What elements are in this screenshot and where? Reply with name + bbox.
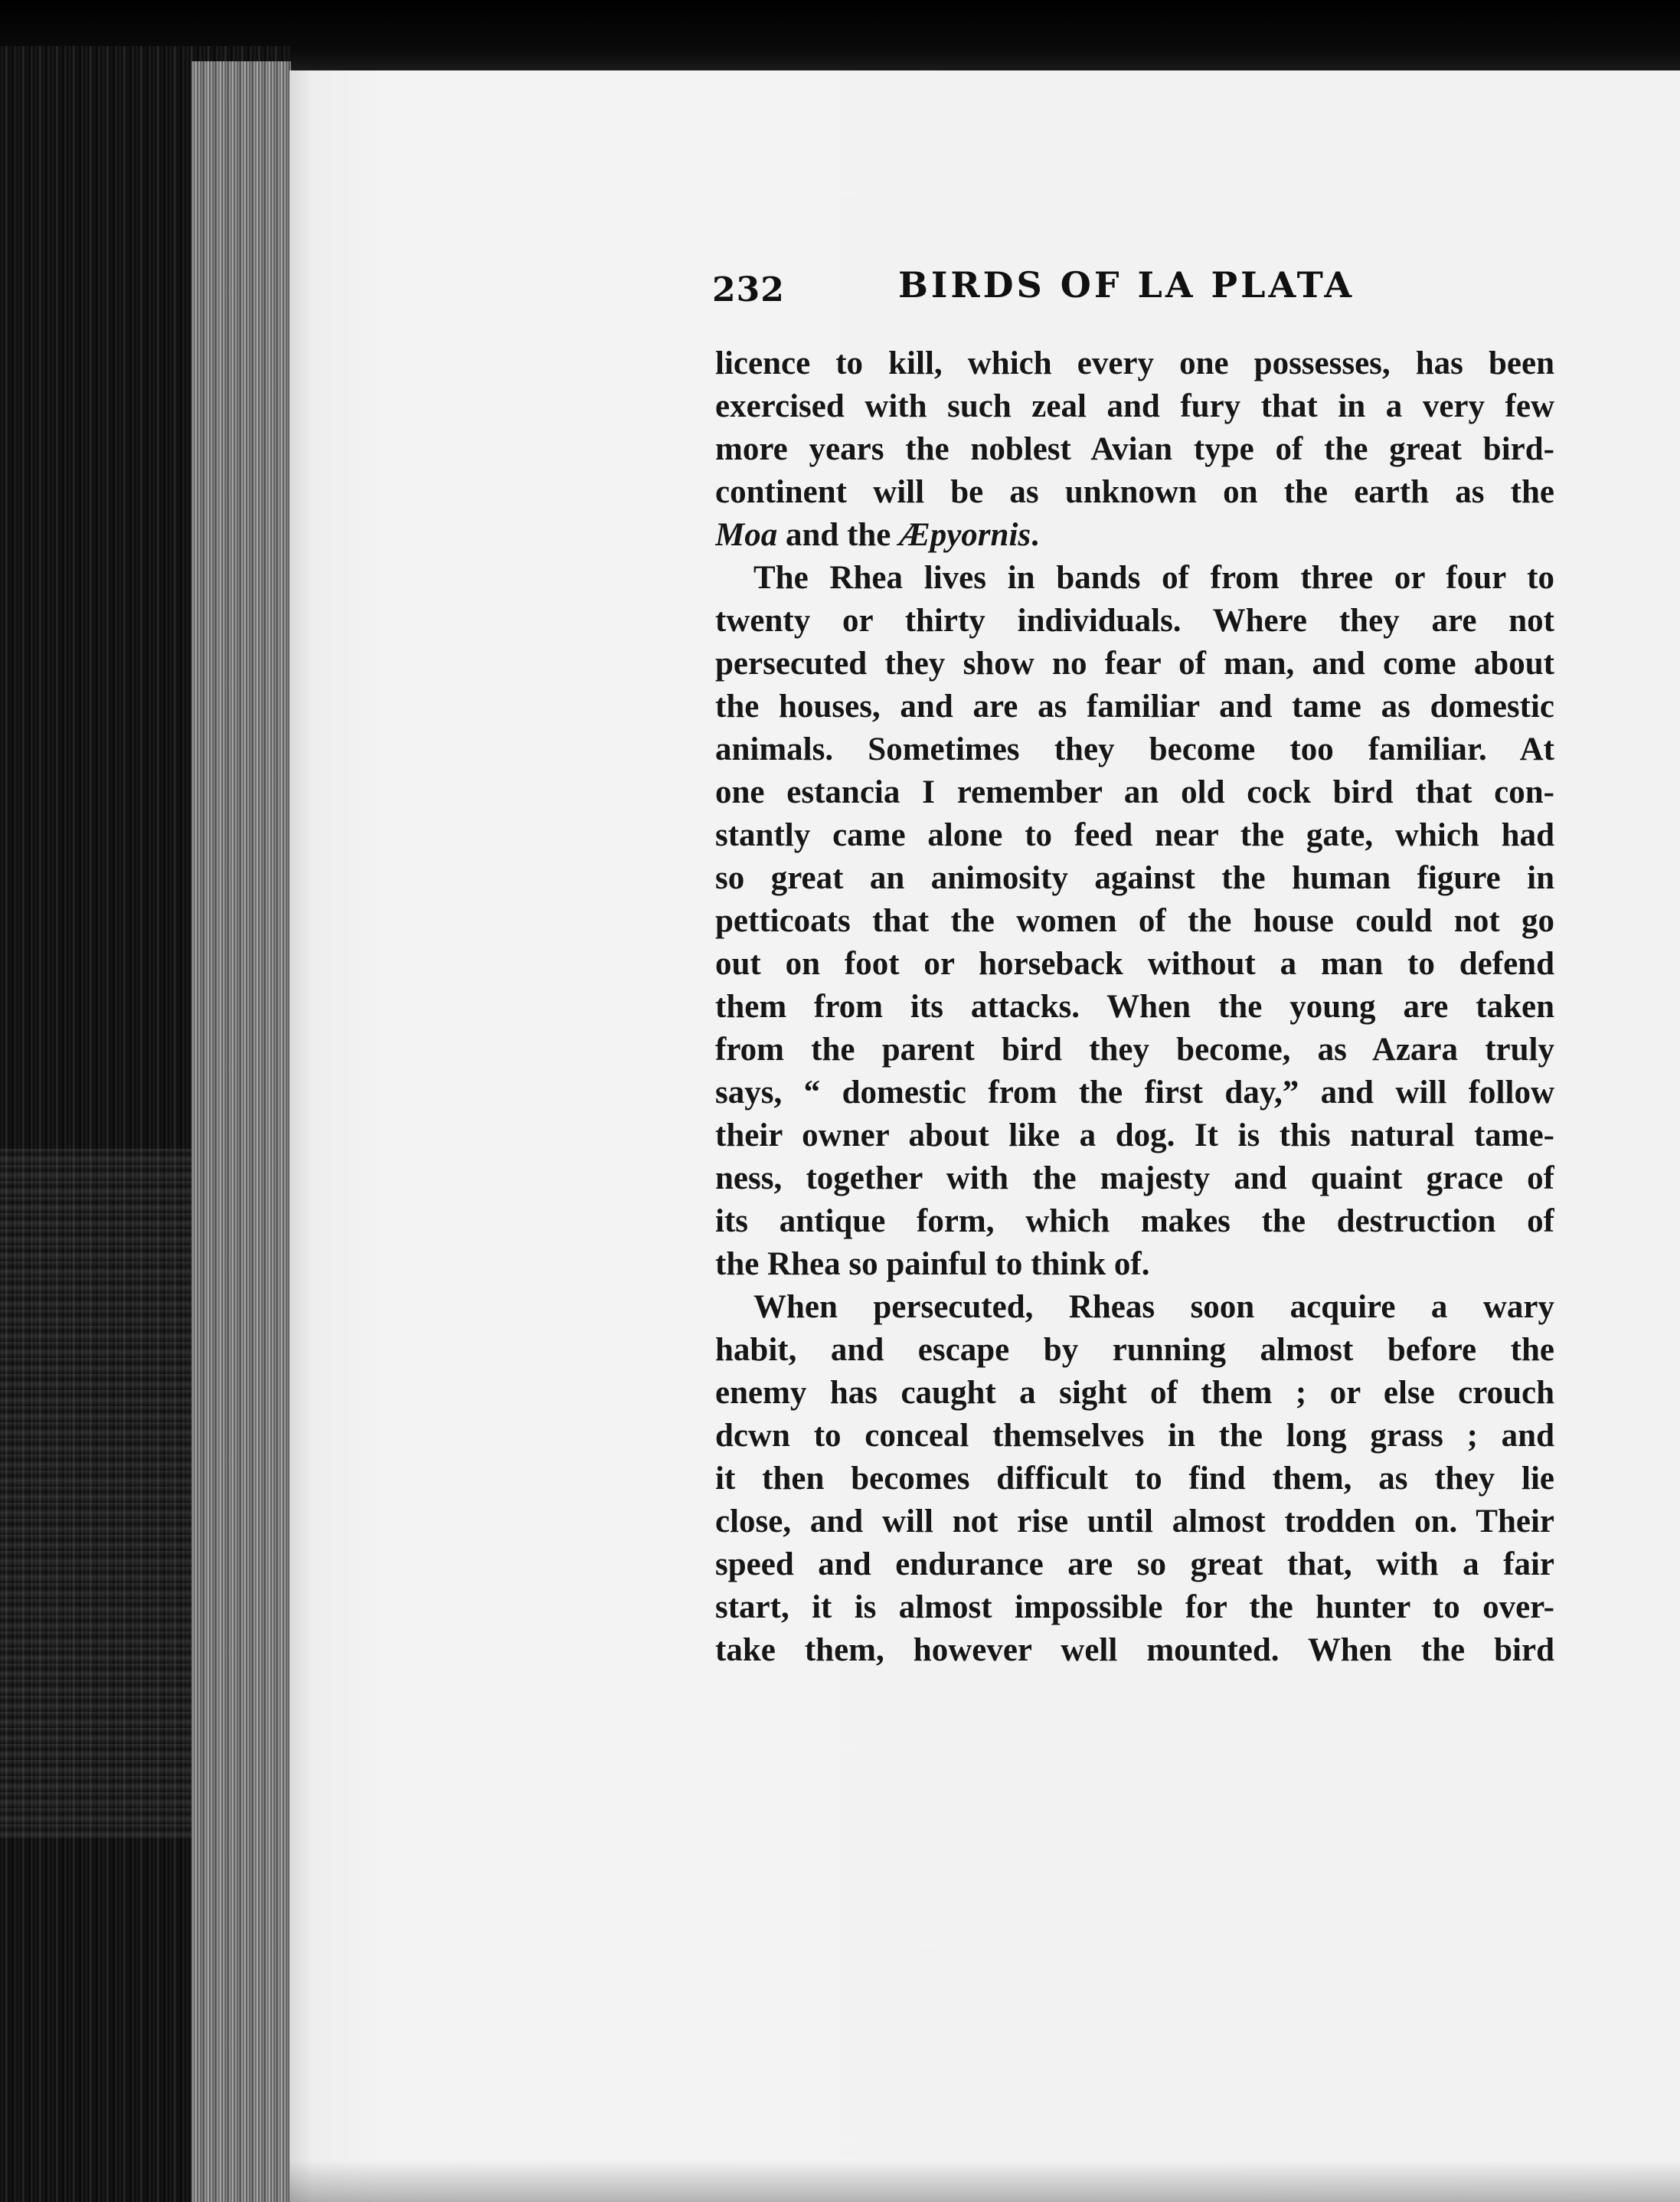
paragraph-2 bbox=[715, 557, 1554, 1286]
text-line: close, and will not rise until almost trodden on. Their bbox=[715, 1503, 1554, 1539]
text-line: petticoats that the women of the house could not go bbox=[715, 903, 1554, 939]
text-line: stantly came alone to feed near the gate, which had bbox=[715, 817, 1554, 853]
text-line: it then becomes difficult to find them, as they lie bbox=[715, 1461, 1554, 1497]
text-line: animals. Sometimes they become too familiar. At bbox=[715, 731, 1554, 767]
paragraph-1 bbox=[715, 342, 1554, 557]
text-line: twenty or thirty individuals. Where they are not bbox=[715, 603, 1554, 639]
bottom-shadow bbox=[289, 2160, 1680, 2202]
text-line-italic bbox=[715, 514, 1554, 557]
body-text bbox=[715, 342, 1554, 1672]
text-line: more years the noblest Avian type of the great bird- bbox=[715, 431, 1554, 467]
paragraph-3 bbox=[715, 1286, 1554, 1672]
period: . bbox=[1031, 517, 1039, 553]
text-line: the Rhea so painful to think of. bbox=[715, 1246, 1150, 1282]
text-line: dcᴡn to conceal themselves in the long grass ; and bbox=[715, 1418, 1554, 1454]
text-line: one estancia I remember an old cock bird that con- bbox=[715, 774, 1554, 810]
text-line: speed and endurance are so great that, with a fair bbox=[715, 1546, 1554, 1582]
page-number: 232 bbox=[712, 270, 785, 309]
text-line: licence to kill, which every one possesses, has been bbox=[715, 345, 1554, 381]
text-line: habit, and escape by running almost before the bbox=[715, 1332, 1554, 1368]
text-line: their owner about like a dog. It is this natural tame- bbox=[715, 1117, 1554, 1153]
text-line: exercised with such zeal and fury that in a very few bbox=[715, 388, 1554, 424]
text-line: so great an animosity against the human figure in bbox=[715, 860, 1554, 896]
text-line: out on foot or horseback without a man to defend bbox=[715, 946, 1554, 982]
italic-moa: Moa bbox=[715, 517, 778, 553]
text-line: them from its attacks. When the young are taken bbox=[715, 989, 1554, 1025]
text-line: ness, together with the majesty and quaint grace of bbox=[715, 1160, 1554, 1196]
text-line: When persecuted, Rheas soon acquire a wary bbox=[753, 1289, 1554, 1325]
text-line: enemy has caught a sight of them ; or else crouch bbox=[715, 1375, 1554, 1411]
text-line: take them, however well mounted. When the bird bbox=[715, 1632, 1554, 1668]
connector-text: and the bbox=[777, 517, 900, 553]
page-edges bbox=[191, 61, 291, 2202]
running-head bbox=[712, 264, 1363, 326]
spine-texture bbox=[0, 1149, 191, 1838]
text-line: persecuted they show no fear of man, and come about bbox=[715, 646, 1554, 682]
text-line: its antique form, which makes the destruction of bbox=[715, 1203, 1554, 1239]
text-line: from the parent bird they become, as Azara truly bbox=[715, 1032, 1554, 1068]
running-title: BIRDS OF LA PLATA bbox=[898, 264, 1355, 306]
text-line: says, “ domestic from the first day,” and will follow bbox=[715, 1075, 1554, 1111]
italic-aepyornis: Æpyornis bbox=[899, 517, 1031, 553]
text-line: continent will be as unknown on the earth as the bbox=[715, 474, 1554, 510]
text-line: The Rhea lives in bands of from three or four to bbox=[753, 560, 1554, 596]
text-line: the houses, and are as familiar and tame as domestic bbox=[715, 689, 1554, 725]
text-line: start, it is almost impossible for the hunter to over- bbox=[715, 1589, 1554, 1625]
